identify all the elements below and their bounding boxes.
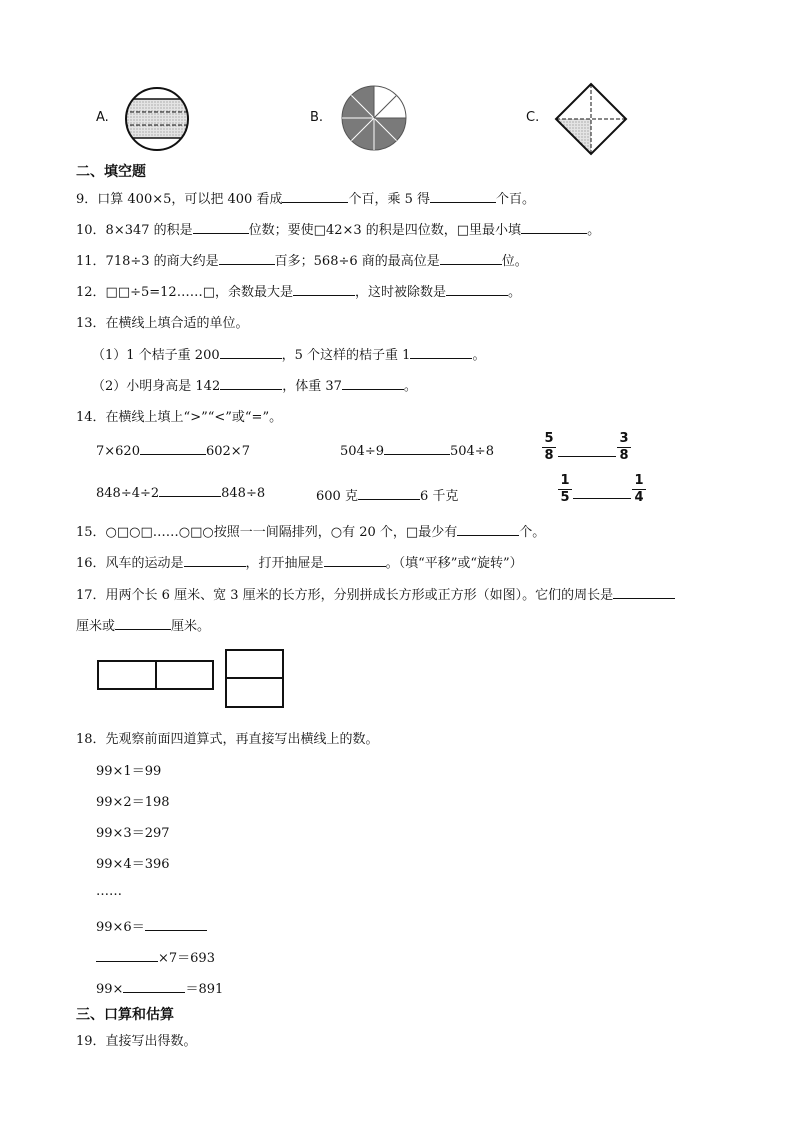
option-c-figure: [554, 82, 628, 156]
q14-c6-blank[interactable]: [573, 498, 631, 499]
question-11: [76, 250, 528, 269]
q9-text-2: 个百，乘 5 得: [348, 192, 431, 207]
fraction-denominator: 5: [560, 490, 570, 505]
q13-s1-text-1: （1）1 个桔子重 200: [92, 348, 220, 363]
q14-c2-right: 504÷8: [449, 444, 494, 459]
q14-compare-5: [316, 485, 458, 504]
question-13-part-1: [92, 344, 485, 363]
q11-text-3: 位。: [501, 254, 528, 269]
q13-s1-blank-1[interactable]: [220, 347, 282, 359]
fraction-denominator: 8: [544, 448, 554, 463]
section-3-title: 三、口算和估算: [76, 1007, 174, 1023]
q12-blank-2[interactable]: [446, 284, 508, 296]
q18-e6-text: 99×6＝: [96, 920, 145, 935]
option-b-label: B.: [310, 110, 324, 125]
q9-text-1: 9．口算 400×5，可以把 400 看成: [76, 192, 283, 207]
question-19: 19．直接写出得数。: [76, 1034, 197, 1049]
q15-text-1: 15．○□○□……○□○按照一一间隔排列，○有 20 个，□最少有: [76, 525, 458, 540]
question-17: [76, 584, 675, 603]
q17-text-3: 厘米。: [171, 619, 211, 634]
q15-blank[interactable]: [457, 524, 519, 536]
option-c-label: C.: [526, 110, 540, 125]
q12-text-2: ，这时被除数是: [355, 285, 447, 300]
q10-text-3: 。: [587, 223, 601, 238]
q13-s2-text-1: （2）小明身高是 142: [92, 379, 221, 394]
question-10: [76, 219, 600, 238]
q14-c5-blank[interactable]: [358, 488, 420, 500]
q14-compare-2: [340, 443, 494, 459]
q10-blank-2[interactable]: [521, 222, 587, 234]
q12-text-1: 12．□□÷5=12……□，余数最大是: [76, 285, 293, 300]
q18-e7-text: ×7＝693: [158, 951, 215, 966]
q14-c5-left: 600 克: [316, 489, 358, 504]
q12-blank-1[interactable]: [293, 284, 355, 296]
q18-e8-text-1: 99×: [96, 982, 124, 997]
q16-blank-1[interactable]: [184, 555, 246, 567]
q16-text-3: 。（填“平移”或“旋转”）: [385, 556, 523, 571]
q17-blank-2[interactable]: [115, 618, 171, 630]
fraction-numerator: 3: [619, 431, 629, 446]
question-15: [76, 521, 545, 540]
q18-equation-8: [96, 978, 223, 997]
q14-c3-blank[interactable]: [558, 456, 616, 457]
q18-equation-2: 99×2＝198: [96, 795, 170, 810]
q10-text-2: 位数；要使□42×3 的积是四位数，□里最小填: [248, 223, 522, 238]
q13-s1-blank-2[interactable]: [410, 347, 472, 359]
q16-text-1: 16．风车的运动是: [76, 556, 184, 571]
q14-compare-4: [96, 485, 265, 501]
section-2-title: 二、填空题: [76, 164, 146, 180]
q18-equation-1: 99×1＝99: [96, 764, 162, 779]
q14-c4-right: 848÷8: [221, 486, 266, 501]
q14-c1-left: 7×620: [96, 444, 140, 459]
fraction-numerator: 1: [560, 473, 570, 488]
q13-s2-text-2: ，体重 37: [282, 379, 342, 394]
q13-s2-blank-1[interactable]: [220, 378, 282, 390]
q16-blank-2[interactable]: [324, 555, 386, 567]
question-13-part-2: [92, 375, 417, 394]
fraction-numerator: 5: [544, 431, 554, 446]
q9-blank-2[interactable]: [430, 191, 496, 203]
q17-text-2: 厘米或: [76, 619, 116, 634]
q18-ellipsis: ……: [96, 884, 122, 899]
q18-equation-6: [96, 916, 207, 935]
fraction-denominator: 8: [619, 448, 629, 463]
q11-text-2: 百多；568÷6 商的最高位是: [274, 254, 440, 269]
q18-e8-blank[interactable]: [123, 981, 185, 993]
fraction-denominator: 4: [634, 490, 644, 505]
q14-c4-left: 848÷4÷2: [96, 486, 160, 501]
q14-c1-right: 602×7: [205, 444, 250, 459]
question-9: [76, 188, 535, 207]
q11-text-1: 11．718÷3 的商大约是: [76, 254, 219, 269]
q18-e6-blank[interactable]: [145, 919, 207, 931]
q18-equation-3: 99×3＝297: [96, 826, 170, 841]
q10-blank-1[interactable]: [193, 222, 249, 234]
q15-text-2: 个。: [519, 525, 546, 540]
q14-c1-blank[interactable]: [140, 443, 206, 455]
fraction-numerator: 1: [634, 473, 644, 488]
q11-blank-2[interactable]: [440, 253, 502, 265]
q9-text-3: 个百。: [496, 192, 536, 207]
q14-c2-blank[interactable]: [384, 443, 450, 455]
question-16: [76, 552, 523, 571]
q14-c2-left: 504÷9: [340, 444, 384, 459]
q14-c4-blank[interactable]: [159, 485, 221, 497]
q13-s2-blank-2[interactable]: [342, 378, 404, 390]
option-a-figure: [124, 86, 190, 152]
q11-blank-1[interactable]: [219, 253, 275, 265]
fraction-3-8: [617, 432, 631, 463]
fraction-1-4: [632, 474, 646, 505]
q13-s1-text-3: 。: [472, 348, 486, 363]
option-b-figure: [340, 84, 408, 152]
fraction-1-5: [558, 474, 572, 505]
q13-s2-text-3: 。: [403, 379, 417, 394]
rectangles-figure: [96, 648, 288, 710]
question-18: 18．先观察前面四道算式，再直接写出横线上的数。: [76, 732, 379, 747]
option-a-label: A.: [96, 110, 109, 125]
question-17-line-2: [76, 615, 210, 634]
q12-text-3: 。: [508, 285, 522, 300]
question-13: 13．在横线上填合适的单位。: [76, 316, 249, 331]
q16-text-2: ，打开抽屉是: [245, 556, 324, 571]
question-14: 14．在横线上填上“>”“<”或“=”。: [76, 410, 283, 425]
q18-e8-text-2: ＝891: [185, 982, 224, 997]
q18-equation-7: [96, 947, 215, 966]
q10-text-1: 10．8×347 的积是: [76, 223, 193, 238]
q14-compare-1: [96, 443, 250, 459]
q18-equation-4: 99×4＝396: [96, 857, 170, 872]
q17-blank-1[interactable]: [613, 587, 675, 599]
q18-e7-blank[interactable]: [96, 950, 158, 962]
fraction-5-8: [542, 432, 556, 463]
q9-blank-1[interactable]: [282, 191, 348, 203]
q13-s1-text-2: ，5 个这样的桔子重 1: [281, 348, 411, 363]
q14-c5-right: 6 千克: [419, 489, 459, 504]
q17-text-1: 17．用两个长 6 厘米、宽 3 厘米的长方形，分别拼成长方形或正方形（如图）。它们的周长是: [76, 588, 614, 603]
question-12: [76, 281, 521, 300]
